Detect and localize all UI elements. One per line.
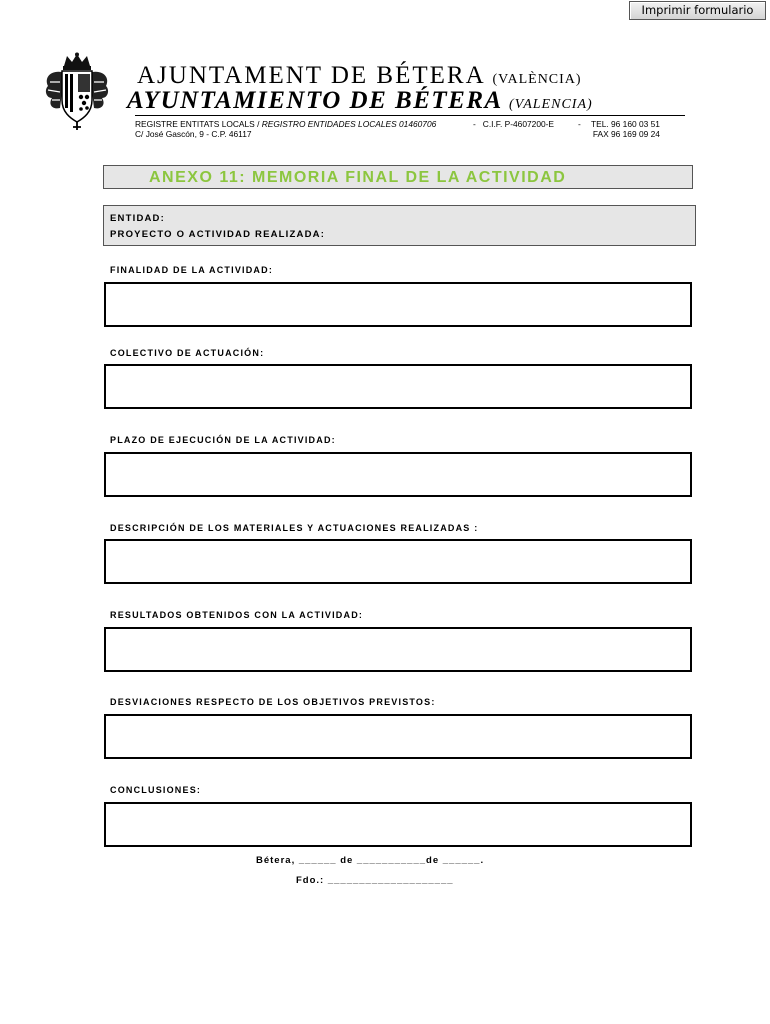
fax-text: FAX 96 169 09 24 (592, 129, 660, 139)
field-colectivo[interactable] (104, 364, 692, 409)
section-label-desviaciones: DESVIACIONES RESPECTO DE LOS OBJETIVOS PREVISTOS: (110, 697, 436, 707)
section-label-finalidad: FINALIDAD DE LA ACTIVIDAD: (110, 265, 274, 275)
title-valenciano-text: AJUNTAMENT DE BÉTERA (137, 62, 485, 89)
coat-of-arms-logo (42, 52, 112, 132)
field-desviaciones[interactable] (104, 714, 692, 759)
entity-info-box (103, 205, 696, 246)
header-divider (135, 115, 685, 116)
section-label-colectivo: COLECTIVO DE ACTUACIÓN: (110, 348, 265, 358)
annex-title: ANEXO 11: MEMORIA FINAL DE LA ACTIVIDAD (103, 165, 693, 189)
registry-castellano: REGISTRO ENTIDADES LOCALES 01460706 (261, 119, 437, 129)
field-resultados[interactable] (104, 627, 692, 672)
project-label: PROYECTO O ACTIVIDAD REALIZADA: (110, 229, 326, 240)
cif-block (473, 119, 554, 129)
registry-address-block (135, 119, 436, 139)
title-castellano (127, 87, 593, 115)
section-label-plazo: PLAZO DE EJECUCIÓN DE LA ACTIVIDAD: (110, 435, 336, 445)
section-label-resultados: RESULTADOS OBTENIDOS CON LA ACTIVIDAD: (110, 610, 364, 620)
contact-block (591, 119, 660, 139)
signature-line: Fdo.: ____________________ (296, 875, 454, 886)
entity-label: ENTIDAD: (110, 213, 165, 224)
cif-separator: - (473, 119, 476, 129)
title-valenciano (137, 62, 582, 90)
field-plazo[interactable] (104, 452, 692, 497)
field-descripcion[interactable] (104, 539, 692, 584)
print-form-button[interactable]: Imprimir formulario (629, 1, 766, 20)
phone-text: TEL. 96 160 03 51 (591, 119, 660, 129)
section-label-descripcion: DESCRIPCIÓN DE LOS MATERIALES Y ACTUACIONES REALIZADAS : (110, 523, 479, 533)
date-line: Bétera, ______ de ___________de ______. (256, 855, 485, 866)
title-castellano-region: (VALENCIA) (509, 97, 593, 112)
cif-text: C.I.F. P-4607200-E (482, 119, 555, 129)
title-valenciano-region: (VALÈNCIA) (492, 72, 582, 87)
registry-valenciano: REGISTRE ENTITATS LOCALS / (135, 119, 260, 129)
field-finalidad[interactable] (104, 282, 692, 327)
address-text: C/ José Gascón, 9 - C.P. 46117 (135, 129, 252, 139)
field-conclusiones[interactable] (104, 802, 692, 847)
title-castellano-text: AYUNTAMIENTO DE BÉTERA (127, 87, 502, 114)
section-label-conclusiones: CONCLUSIONES: (110, 785, 202, 795)
tel-separator: - (578, 119, 581, 129)
